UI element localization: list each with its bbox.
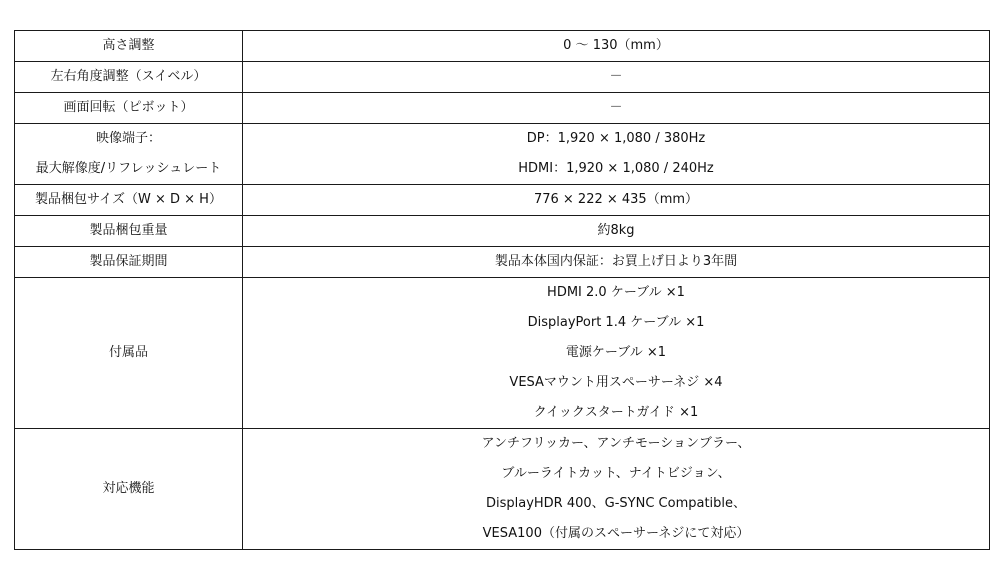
spec-label-line: 製品梱包重量 (89, 223, 168, 238)
spec-label-line: 最大解像度/リフレッシュレート (35, 161, 222, 176)
spec-label-line: 製品保証期間 (89, 254, 168, 269)
spec-label-line: 映像端子： (95, 131, 161, 146)
spec-value-line: 0 ～ 130（mm） (563, 38, 669, 53)
spec-label (15, 247, 243, 278)
spec-label-line: 画面回転（ピボット） (63, 100, 194, 115)
spec-value-line: HDMI：1,920 × 1,080 / 240Hz (518, 161, 714, 176)
spec-label-line: 左右角度調整（スイベル） (50, 69, 207, 84)
spec-value-line: VESAマウント用スペーサーネジ ×4 (509, 375, 723, 390)
spec-value (243, 247, 990, 278)
spec-value (243, 93, 990, 124)
spec-value-line: 電源ケーブル ×1 (565, 345, 667, 360)
spec-row-warranty (15, 247, 990, 278)
spec-label (15, 124, 243, 185)
spec-value (243, 185, 990, 216)
spec-label (15, 216, 243, 247)
spec-label (15, 278, 243, 429)
spec-value-line: DisplayPort 1.4 ケーブル ×1 (527, 315, 705, 330)
spec-value-line: 製品本体国内保証：お買上げ日より3年間 (494, 254, 738, 269)
spec-value (243, 278, 990, 429)
spec-label (15, 185, 243, 216)
spec-table (14, 30, 990, 550)
spec-value (243, 31, 990, 62)
spec-value-line: クイックスタートガイド ×1 (533, 405, 699, 420)
spec-label-line: 対応機能 (102, 481, 155, 496)
spec-label-line: 付属品 (108, 345, 148, 360)
spec-label (15, 93, 243, 124)
spec-value-line: ブルーライトカット、ナイトビジョン、 (501, 466, 731, 481)
spec-label (15, 429, 243, 550)
spec-row-swivel (15, 62, 990, 93)
spec-value (243, 124, 990, 185)
spec-row-features (15, 429, 990, 550)
spec-label (15, 62, 243, 93)
spec-row-height-adjust (15, 31, 990, 62)
spec-value-line: DP：1,920 × 1,080 / 380Hz (526, 131, 706, 146)
spec-label-line: 高さ調整 (102, 38, 155, 53)
spec-value-line: アンチフリッカー、アンチモーションブラー、 (481, 436, 751, 451)
spec-row-package-size (15, 185, 990, 216)
spec-value-line: 776 × 222 × 435（mm） (533, 192, 699, 207)
spec-label-line: 製品梱包サイズ（W × D × H） (35, 192, 222, 207)
spec-label (15, 31, 243, 62)
spec-value (243, 62, 990, 93)
spec-row-package-weight (15, 216, 990, 247)
spec-row-video-ports (15, 124, 990, 185)
spec-value-line: － (609, 100, 623, 115)
spec-value-line: － (609, 69, 623, 84)
spec-value (243, 216, 990, 247)
spec-value-line: HDMI 2.0 ケーブル ×1 (547, 285, 685, 300)
spec-row-accessories (15, 278, 990, 429)
spec-value-line: DisplayHDR 400、G-SYNC Compatible、 (485, 496, 747, 511)
spec-value (243, 429, 990, 550)
spec-row-pivot (15, 93, 990, 124)
spec-value-line: 約8kg (597, 223, 635, 238)
spec-value-line: VESA100（付属のスペーサーネジにて対応） (482, 526, 750, 541)
